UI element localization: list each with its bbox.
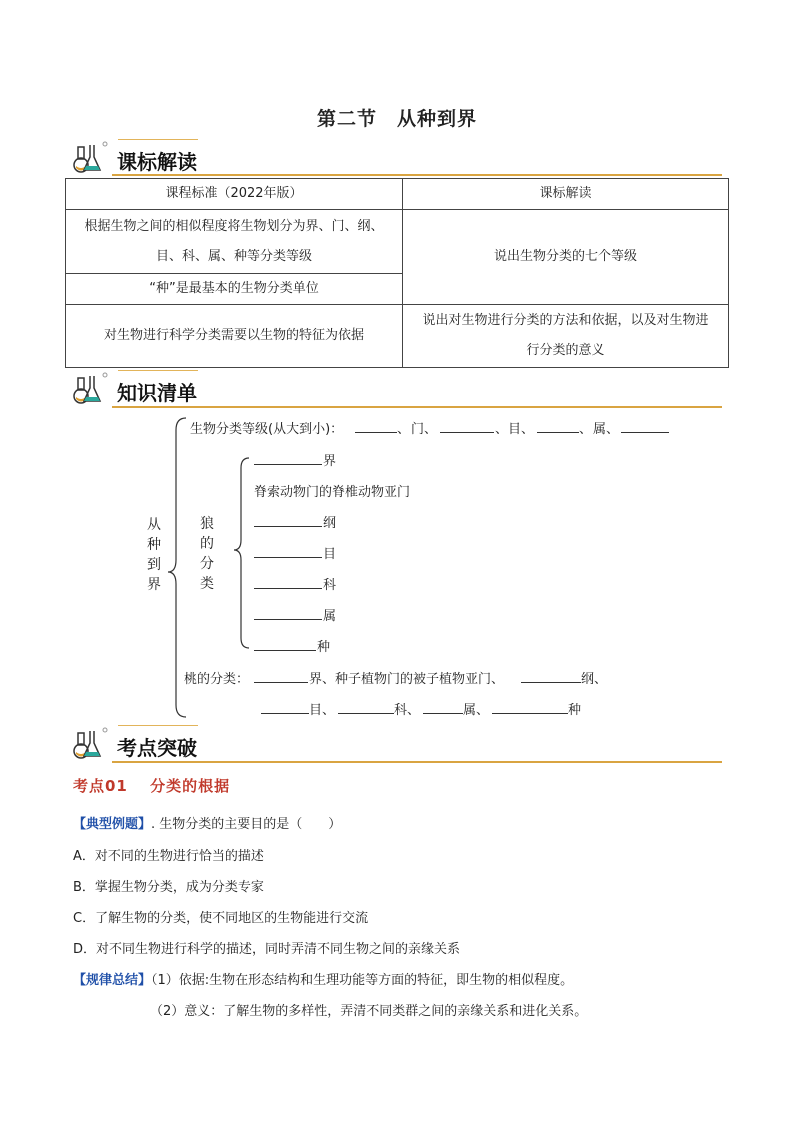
peach-mu: 目、 — [309, 703, 336, 718]
wolf-shu: 属 — [323, 609, 337, 624]
option-c: C．了解生物的分类，使不同地区的生物能进行交流 — [73, 911, 369, 926]
peach-shu: 属、 — [463, 703, 490, 718]
blank-line[interactable] — [440, 418, 494, 433]
table-cell-line: 说出对生物进行分类的方法和依据，以及对生物进 — [422, 313, 709, 328]
levels-sep: 、 — [397, 422, 411, 437]
levels-prefix: 生物分类等级(从大到小)： — [190, 422, 344, 437]
mindmap-root — [146, 515, 162, 595]
summary-line-1 — [73, 969, 573, 988]
wolf-ke: 科 — [323, 578, 337, 593]
table-cell: 对生物进行科学分类需要以生物的特征为依据 — [66, 305, 403, 368]
wolf-mu: 目 — [323, 547, 337, 562]
example-question-text: . 生物分类的主要目的是（ ） — [151, 817, 342, 832]
example-question — [73, 813, 341, 832]
section-title-standards: 课标解读 — [117, 150, 197, 174]
example-tag: 【典型例题】 — [73, 817, 152, 832]
section-accent-line — [118, 139, 198, 140]
flask-icon — [72, 139, 112, 175]
table-cell-line: 行分类的意义 — [526, 343, 605, 358]
blank-line[interactable] — [254, 668, 308, 683]
table-cell — [66, 210, 403, 274]
blank-line[interactable] — [521, 668, 581, 683]
table-cell — [403, 305, 729, 368]
wolf-char: 狼 — [200, 516, 214, 532]
section-accent-line — [118, 725, 198, 726]
blank-line[interactable] — [621, 418, 669, 433]
table-cell-line: 根据生物之间的相似程度将生物划分为界、门、纲、 — [84, 218, 384, 234]
wolf-jie: 界 — [323, 454, 337, 469]
blank-line[interactable] — [254, 574, 322, 589]
table-cell: “种”是最基本的生物分类单位 — [66, 274, 403, 305]
root-char: 到 — [147, 557, 161, 573]
blank-line[interactable] — [355, 418, 397, 433]
levels-men: 门、 — [411, 422, 438, 437]
wolf-char: 分 — [200, 556, 214, 572]
option-a: A．对不同的生物进行恰当的描述 — [73, 849, 264, 864]
blank-line[interactable] — [254, 636, 316, 651]
blank-line[interactable] — [492, 699, 568, 714]
summary-tag: 【规律总结】 — [73, 973, 152, 988]
exam-point-title: 考点01 分类的根据 — [73, 777, 231, 795]
option-b: B．掌握生物分类，成为分类专家 — [73, 880, 264, 895]
table-cell-line: 目、科、属、种等分类等级 — [155, 248, 312, 264]
levels-sep: 、 — [579, 422, 593, 437]
levels-shu: 属、 — [593, 422, 620, 437]
blank-line[interactable] — [261, 699, 309, 714]
flask-icon — [72, 725, 112, 761]
table-header-standard: 课程标准（2022年版） — [66, 179, 403, 210]
wolf-char: 类 — [200, 576, 214, 592]
peach-gang: 纲、 — [581, 672, 608, 687]
wolf-zhong: 种 — [317, 640, 331, 655]
blank-line[interactable] — [254, 605, 322, 620]
page-title: 第二节 从种到界 — [316, 108, 477, 130]
option-d: D．对不同生物进行科学的描述，同时弄清不同生物之间的亲缘关系 — [73, 942, 461, 957]
wolf-phylum: 脊索动物门的脊椎动物亚门 — [254, 485, 411, 500]
section-title-knowledge: 知识清单 — [117, 381, 197, 405]
table-cell: 说出生物分类的七个等级 — [403, 210, 729, 305]
blank-line[interactable] — [254, 450, 322, 465]
summary-line-2: （2）意义：了解生物的多样性，弄清不同类群之间的亲缘关系和进化关系。 — [150, 1004, 588, 1019]
wolf-char: 的 — [200, 536, 214, 552]
blank-line[interactable] — [537, 418, 579, 433]
root-char: 界 — [147, 577, 161, 593]
wolf-gang: 纲 — [323, 516, 337, 531]
blank-line[interactable] — [423, 699, 463, 714]
blank-line[interactable] — [254, 543, 322, 558]
levels-mu: 目、 — [508, 422, 535, 437]
summary-text-1: （1）依据:生物在形态结构和生理功能等方面的特征，即生物的相似程度。 — [151, 973, 574, 988]
blank-line[interactable] — [254, 512, 322, 527]
section-title-breakthrough: 考点突破 — [117, 736, 197, 760]
curriculum-table — [65, 178, 729, 368]
peach-ke: 科、 — [394, 703, 421, 718]
flask-icon — [72, 370, 112, 406]
table-header-interpretation: 课标解读 — [403, 179, 729, 210]
peach-mid: 界、种子植物门的被子植物亚门、 — [309, 672, 505, 687]
peach-zhong: 种 — [568, 703, 582, 718]
section-underline — [112, 761, 722, 763]
section-underline — [112, 174, 722, 176]
blank-line[interactable] — [338, 699, 394, 714]
root-char: 从 — [147, 517, 161, 533]
wolf-label — [199, 514, 215, 594]
root-char: 种 — [147, 537, 161, 553]
section-underline — [112, 406, 722, 408]
section-accent-line — [118, 370, 198, 371]
levels-sep: 、 — [495, 422, 509, 437]
peach-prefix: 桃的分类： — [184, 672, 250, 687]
